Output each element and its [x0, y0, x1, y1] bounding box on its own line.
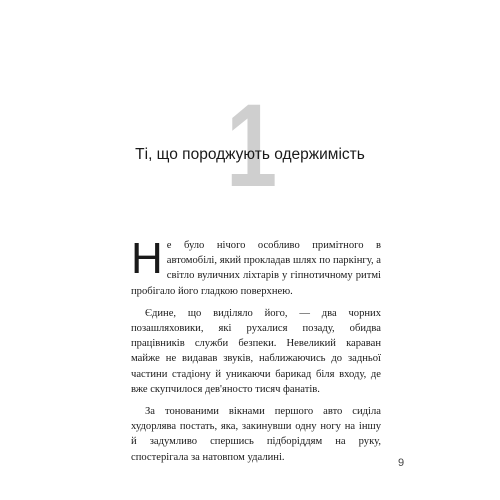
paragraph-2: Єдине, що виділяло його, — два чорних позашляховики, які рухалися позаду, обидва працівників служби безпеки. Невеликий караван майже не видавав звуків, наближаючись до задньої частини стадіону й уникаючи барикад біля входу, де вже скупчилося дев'яносто тисяч фанатів.	[131, 307, 381, 395]
page-number: 9	[398, 457, 405, 469]
paragraph-1	[131, 234, 381, 299]
chapter-number: 1	[226, 80, 278, 212]
chapter-title: Ті, що породжують одержимість	[135, 146, 365, 163]
drop-cap: Н	[131, 234, 163, 283]
paragraph-1-text: е було нічого особливо примітного в автомобілі, який прокладав шлях по паркінгу, а світло вуличних ліхтарів у гіпнотичному ритмі пробігало його гладкою поверхнею.	[131, 240, 381, 297]
body-text	[131, 234, 381, 472]
paragraph-3: За тонованими вікнами першого авто сиділа худорлява постать, яка, закинувши одну ногу на іншу й задумливо спершись підборіддям на руку, спостерігала за натовпом удалині.	[131, 406, 381, 463]
